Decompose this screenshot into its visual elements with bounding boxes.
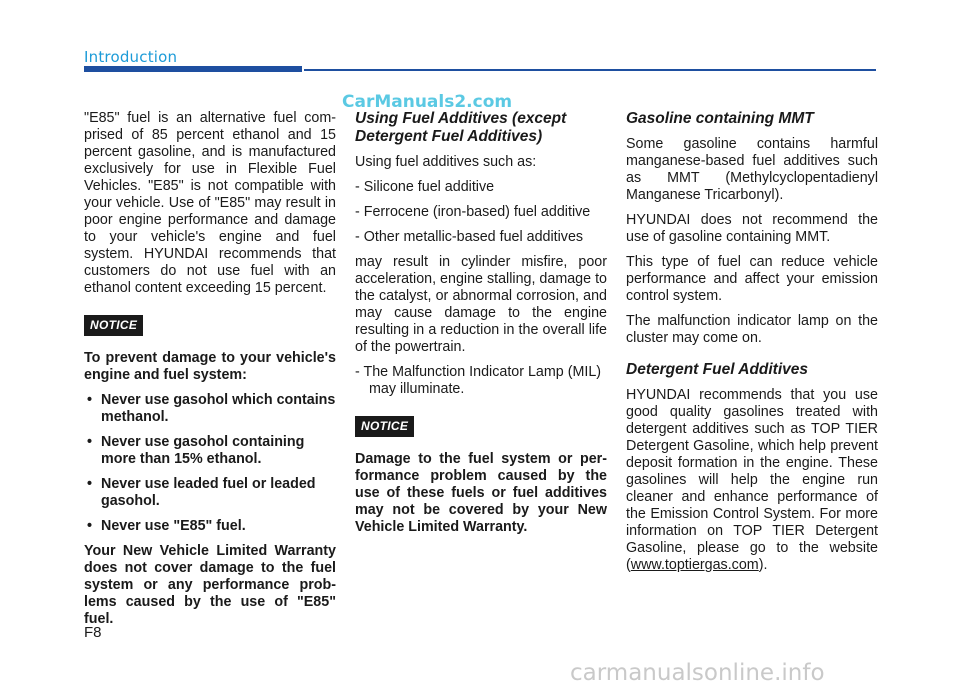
bullet-item: • Never use gasohol containing more than 15% ethanol. — [87, 434, 305, 467]
e85-intro-paragraph: "E85" fuel is an alternative fuel comprised of 85 percent ethanol and 15 percent gasoline, and is manufactured exclusively for use in Flexible Fuel Vehicles. "E85" is not compatible with your vehicle. Use of "E85" may result in poor engine performance and damage to your vehicle's engine and fuel system. HYUNDAI recommends that customers do not use fuel with an ethanol content exceeding 15 percent. — [84, 110, 336, 296]
mil-note: The malfunction indicator lamp on the cluster may come on. — [626, 313, 878, 346]
column-middle — [355, 110, 607, 544]
fuel-additives-heading: Using Fuel Additives (except Detergent Fuel Additives) — [355, 110, 567, 145]
bullet-item: • Never use leaded fuel or leaded gasohol. — [87, 476, 316, 509]
mmt-heading: Gasoline containing MMT — [626, 110, 814, 127]
page-number: F8 — [84, 624, 102, 641]
bullet-item: • Never use gasohol which contains methanol. — [87, 392, 336, 425]
bullet-icon: • — [87, 476, 93, 492]
mmt-paragraph: Some gasoline contains harmful manganese-based fuel additives such as MMT (Methylcyclopentadienyl Manganese Tricarbonyl). — [626, 136, 878, 203]
toptiergas-link[interactable]: www.toptiergas.com — [630, 557, 759, 573]
bullet-icon: • — [87, 434, 93, 450]
additive-item: - Other metallic-based fuel additives — [355, 229, 584, 245]
notice-badge: NOTICE — [355, 416, 414, 437]
column-right — [626, 110, 878, 582]
header-rule-thin — [304, 69, 876, 71]
notice-text: Damage to the fuel system or performance problem caused by the use of these fuels or fuel additives may not be covered by your New Vehicle Limited Warranty. — [355, 451, 607, 535]
watermark-top: CarManuals2.com — [342, 92, 513, 112]
additive-item: - Silicone fuel additive — [355, 179, 495, 195]
column-left — [84, 110, 336, 636]
mmt-recommendation: HYUNDAI does not recommend the use of gasoline containing MMT. — [626, 212, 878, 245]
detergent-heading: Detergent Fuel Additives — [626, 361, 809, 378]
mil-item: - The Malfunction Indicator Lamp (MIL) may illuminate. — [355, 364, 602, 397]
notice-lead: To prevent damage to your vehicle's engine and fuel system: — [84, 350, 336, 383]
bullet-icon: • — [87, 518, 93, 534]
bullet-icon: • — [87, 392, 93, 408]
additives-lead: Using fuel additives such as: — [355, 154, 537, 170]
section-title: Introduction — [84, 48, 178, 66]
mmt-effect: This type of fuel can reduce vehicle performance and affect your emission control system. — [626, 254, 878, 304]
additives-body: may result in cylinder misfire, poor acceleration, engine stalling, damage to the catalyst, or abnormal corrosion, and may cause damage to the engine resulting in a reduction in the overall life of the powertrain. — [355, 254, 607, 355]
additive-item: - Ferrocene (iron-based) fuel additive — [355, 204, 591, 220]
bullet-item: • Never use "E85" fuel. — [87, 518, 246, 534]
warranty-paragraph: Your New Vehicle Limited Warranty does not cover damage to the fuel system or any performance problems caused by the use of "E85" fuel. — [84, 543, 336, 627]
notice-badge: NOTICE — [84, 315, 143, 336]
footer-watermark: carmanualsonline.info — [570, 660, 825, 686]
detergent-paragraph: HYUNDAI recommends that you use good quality gasolines treated with detergent additives such as TOP TIER Detergent Gasoline, which help prevent deposit formation in the engine. These gasolines will help the engine run cleaner and enhance performance of the Emission Control System. For more information on TOP TIER Detergent Gasoline, please go to the website (www.toptiergas.com). — [626, 387, 878, 573]
header-rule-thick — [84, 66, 302, 72]
